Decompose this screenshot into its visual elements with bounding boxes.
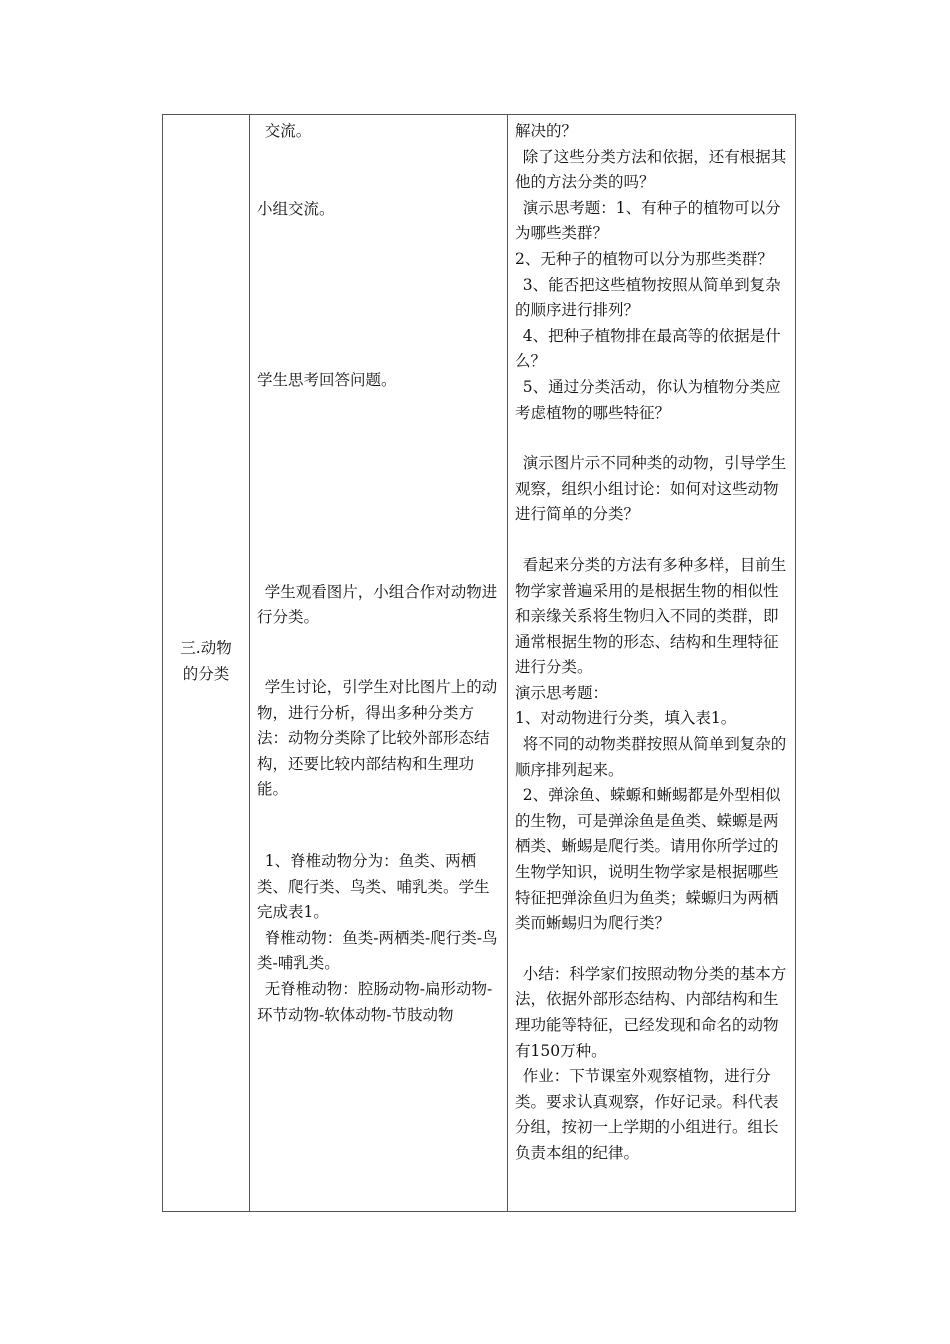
teacher-activity: 5、通过分类活动，你认为植物分类应考虑植物的哪些特征？ xyxy=(515,377,781,422)
student-activity: 小组交流。 xyxy=(257,199,335,218)
column-divider xyxy=(249,115,250,1211)
student-activities-column xyxy=(257,119,501,1028)
teacher-activity: 看起来分类的方法有多种多样，目前生物学家普遍采用的是根据生物的相似性和亲缘关系将生物归入不同的类群，即通常根据生物的形态、结构和生理特征进行分类。 xyxy=(515,555,787,677)
teacher-activity: 解决的？ xyxy=(515,122,578,140)
column-divider xyxy=(507,115,508,1211)
student-activity: 学生思考回答问题。 xyxy=(257,371,397,390)
teacher-activity: 演示思考题： xyxy=(515,683,609,702)
section-label-text: 三.动物的分类 xyxy=(180,639,232,683)
student-activity: 无脊椎动物：腔肠动物-扁形动物-环节动物-软体动物-节肢动物 xyxy=(257,979,493,1024)
teacher-activity: 作业：下节课室外观察植物，进行分类。要求认真观察，作好记录。科代表分组，按初一上学期的小组进行。组长负责本组的纪律。 xyxy=(515,1067,779,1162)
section-label xyxy=(163,635,249,687)
student-activity: 学生讨论，引学生对比图片上的动物，进行分析，得出多种分类方法：动物分类除了比较外部形态结构，还要比较内部结构和生理功能。 xyxy=(257,677,498,799)
teacher-activity: 1、对动物进行分类，填入表1。 xyxy=(515,709,737,728)
student-activity: 脊椎动物：鱼类-两栖类-爬行类-鸟类-哺乳类。 xyxy=(257,928,498,973)
student-activity: 1、脊椎动物分为：鱼类、两栖类、爬行类、鸟类、哺乳类。学生完成表1。 xyxy=(257,851,490,922)
teacher-activities-column xyxy=(515,119,791,1167)
teacher-activity: 演示思考题：1、有种子的植物可以分为哪些类群？ xyxy=(515,198,781,243)
teacher-activity: 将不同的动物类群按照从简单到复杂的顺序排列起来。 xyxy=(515,735,787,779)
teacher-activity: 4、把种子植物排在最高等的依据是什么？ xyxy=(515,326,781,371)
student-activity: 交流。 xyxy=(264,122,312,140)
teacher-activity: 演示图片示不同种类的动物，引导学生观察，组织小组讨论：如何对这些动物进行简单的分类？ xyxy=(515,454,787,524)
teacher-activity: 2、无种子的植物可以分为那些类群？ xyxy=(515,249,773,268)
teacher-activity: 3、能否把这些植物按照从简单到复杂的顺序进行排列？ xyxy=(515,275,781,320)
teacher-activity: 除了这些分类方法和依据，还有根据其他的方法分类的吗？ xyxy=(515,147,787,192)
student-activity: 学生观看图片，小组合作对动物进行分类。 xyxy=(257,582,498,627)
teacher-activity: 2、弹涂鱼、蝾螈和蜥蜴都是外型相似的生物，可是弹涂鱼是鱼类、蝾螈是两栖类、蜥蜴是爬行类。请用你所学过的生物学知识，说明生物学家是根据哪些特征把弹涂鱼归为鱼类；蝾螈归为两栖类而蜥蜴归为爬行类？ xyxy=(515,786,781,933)
teacher-activity: 小结：科学家们按照动物分类的基本方法，依据外部形态结构、内部结构和生理功能等特征，已经发现和命名的动物有150万种。 xyxy=(515,964,787,1060)
lesson-table xyxy=(162,114,796,1212)
